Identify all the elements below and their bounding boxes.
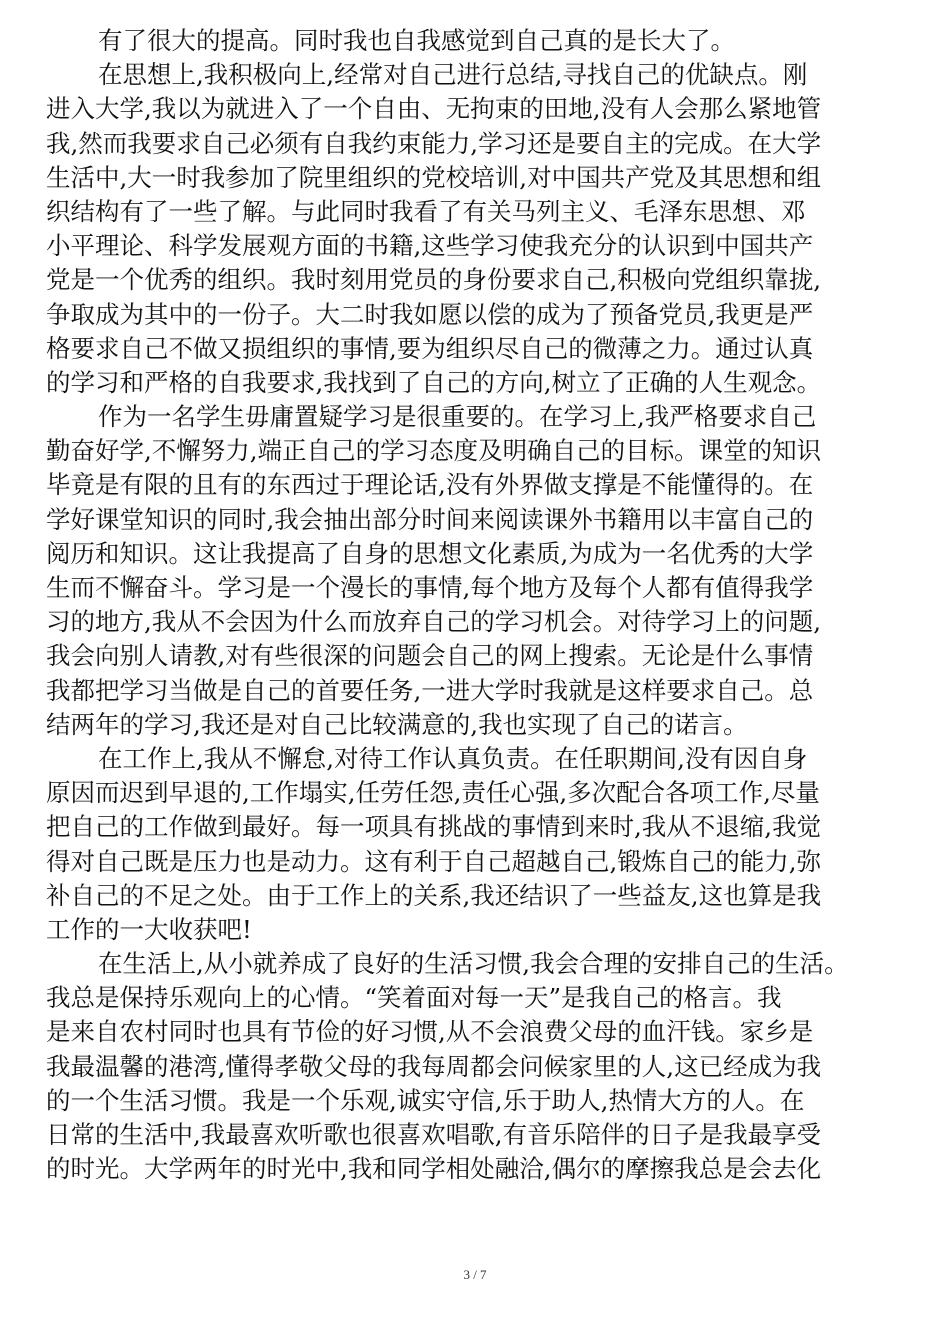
text-line: 进入大学,我以为就进入了一个自由、无拘束的田地,没有人会那么紧地管 <box>46 94 822 124</box>
text-line: 党是一个优秀的组织。我时刻用党员的身份要求自己,积极向党组织靠拢, <box>46 265 822 295</box>
text-line: 是来自农村同时也具有节俭的好习惯,从不会浪费父母的血汗钱。家乡是 <box>46 1017 814 1047</box>
text-line: 争取成为其中的一份子。大二时我如愿以偿的成为了预备党员,我更是严 <box>46 299 814 329</box>
text-line: 的学习和严格的自我要求,我找到了自己的方向,树立了正确的人生观念。 <box>46 367 822 397</box>
text-line: 的时光。大学两年的时光中,我和同学相处融洽,偶尔的摩擦我总是会去化 <box>46 1154 822 1184</box>
text-line: 我都把学习当做是自己的首要任务,一进大学时我就是这样要求自己。总 <box>46 675 814 705</box>
text-line: 我会向别人请教,对有些很深的问题会自己的网上搜索。无论是什么事情 <box>46 641 814 671</box>
text-line: 工作的一大收获吧! <box>46 914 252 944</box>
text-line: 习的地方,我从不会因为什么而放弃自己的学习机会。对待学习上的问题, <box>46 607 822 637</box>
text-line: 结两年的学习,我还是对自己比较满意的,我也实现了自己的诺言。 <box>46 709 748 739</box>
body-text <box>46 24 916 1186</box>
text-line: 我最温馨的港湾,懂得孝敬父母的我每周都会问候家里的人,这已经成为我 <box>46 1051 822 1081</box>
text-line: 有了很大的提高。同时我也自我感觉到自己真的是长大了。 <box>98 26 735 55</box>
text-line: 我总是保持乐观向上的心情。“笑着面对每一天”是我自己的格言。我 <box>46 983 782 1013</box>
text-line: 织结构有了一些了解。与此同时我看了有关马列主义、毛泽东思想、邓 <box>46 196 806 226</box>
text-line: 日常的生活中,我最喜欢听歌也很喜欢唱歌,有音乐陪伴的日子是我最享受 <box>46 1120 822 1149</box>
text-line: 我,然而我要求自己必须有自我约束能力,学习还是要自主的完成。在大学 <box>46 128 822 158</box>
text-line: 的一个生活习惯。我是一个乐观,诚实守信,乐于助人,热情大方的人。在 <box>46 1085 805 1115</box>
text-line: 补自己的不足之处。由于工作上的关系,我还结识了一些益友,这也算是我 <box>46 880 822 910</box>
text-line: 阅历和知识。这让我提高了自身的思想文化素质,为成为一名优秀的大学 <box>46 538 814 568</box>
paragraph-work-start: 在工作上,我从不懈怠,对待工作认真负责。在任职期间,没有因自身 <box>98 743 808 773</box>
text-line: 生活中,大一时我参加了院里组织的党校培训,对中国共产党及其思想和组 <box>46 162 822 192</box>
text-line: 生而不懈奋斗。学习是一个漫长的事情,每个地方及每个人都有值得我学 <box>46 573 814 602</box>
paragraph-life-start: 在生活上,从小就养成了良好的生活习惯,我会合理的安排自己的生活。 <box>98 949 849 979</box>
text-line: 毕竟是有限的且有的东西过于理论话,没有外界做支撑是不能懂得的。在 <box>46 470 814 500</box>
text-line: 学好课堂知识的同时,我会抽出部分时间来阅读课外书籍用以丰富自己的 <box>46 504 814 534</box>
text-line: 原因而迟到早退的,工作塌实,任劳任怨,责任心强,多次配合各项工作,尽量 <box>46 778 820 808</box>
text-line: 格要求自己不做又损组织的事情,要为组织尽自己的微薄之力。通过认真 <box>46 333 814 363</box>
text-line: 得对自己既是压力也是动力。这有利于自己超越自己,锻炼自己的能力,弥 <box>46 846 822 876</box>
text-line: 勤奋好学,不懈努力,端正自己的学习态度及明确自己的目标。课堂的知识 <box>46 436 822 466</box>
paragraph-study-start: 作为一名学生毋庸置疑学习是很重要的。在学习上,我严格要求自己 <box>98 402 817 432</box>
paragraph-thought-start: 在思想上,我积极向上,经常对自己进行总结,寻找自己的优缺点。刚 <box>98 60 808 90</box>
text-line: 小平理论、科学发展观方面的书籍,这些学习使我充分的认识到中国共产 <box>46 231 814 261</box>
text-line: 把自己的工作做到最好。每一项具有挑战的事情到来时,我从不退缩,我觉 <box>46 812 822 842</box>
page-number: 3 / 7 <box>463 1267 487 1282</box>
